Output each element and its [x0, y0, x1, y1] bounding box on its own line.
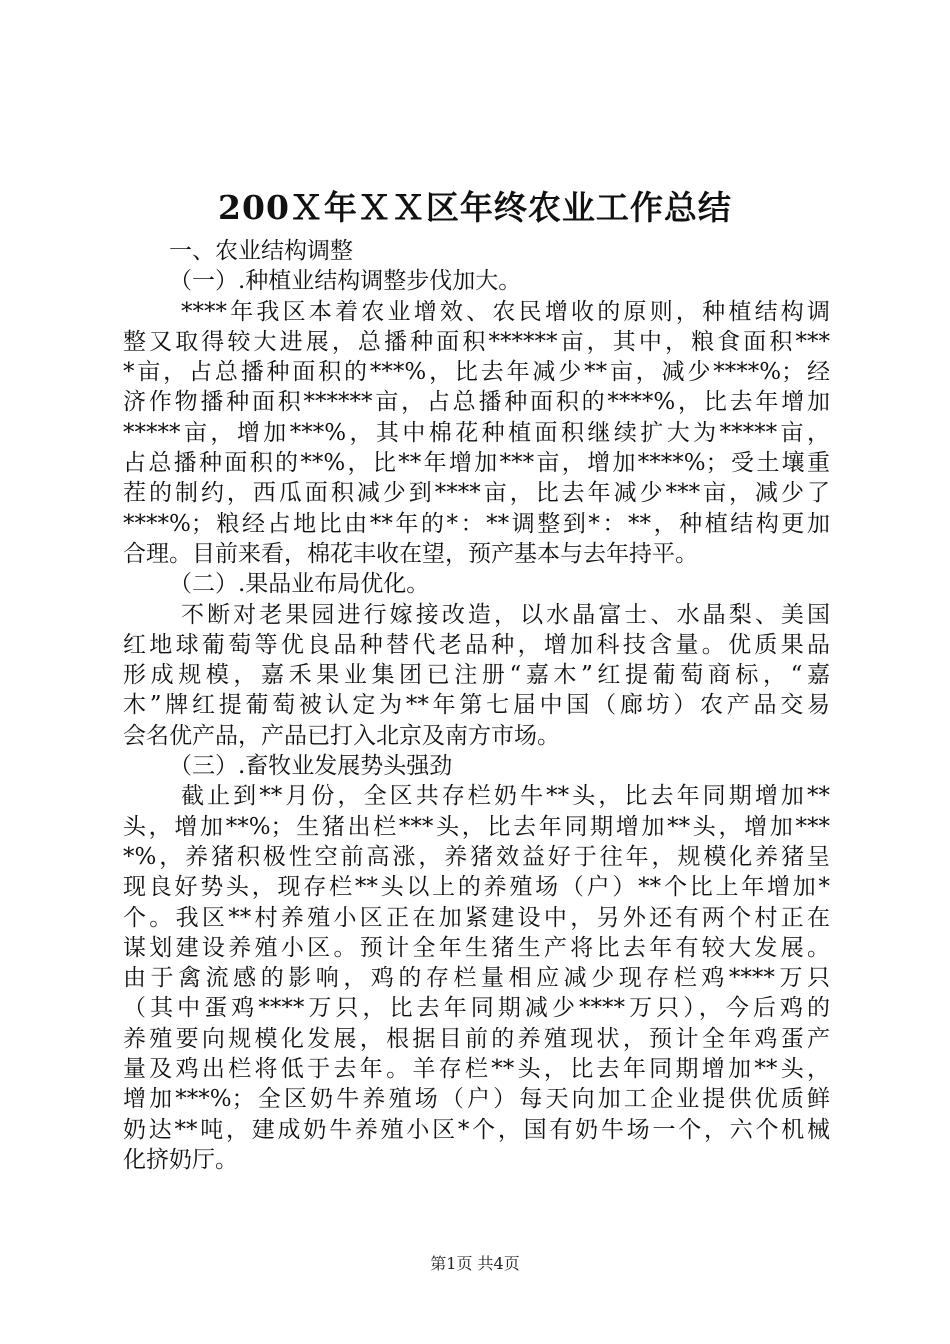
subsection-heading: （三）.畜牧业发展势头强劲: [169, 753, 453, 780]
paragraph-line: 现良好势头，现存栏**头以上的养殖场（户）**个比上年增加*: [123, 874, 830, 901]
section-heading: 一、农业结构调整: [169, 238, 353, 264]
paragraph-line: 不断对老果园进行嫁接改造，以水晶富士、水晶梨、美国: [181, 601, 830, 628]
paragraph-line: ****年我区本着农业增效、农民增收的原则，种植结构调: [181, 298, 830, 325]
subsection-heading: （二）.果品业布局优化。: [169, 571, 430, 598]
paragraph-line: 奶达**吨，建成奶牛养殖小区*个，国有奶牛场一个，六个机械: [123, 1116, 830, 1143]
paragraph-line: 谋划建设养殖小区。预计全年生猪生产将比去年有较大发展。: [123, 934, 830, 961]
document-title: 200Ｘ年ＸＸ区年终农业工作总结: [218, 188, 732, 227]
paragraph-line: 增加***%；全区奶牛养殖场（户）每天向加工企业提供优质鲜: [123, 1086, 830, 1113]
document-body: [123, 236, 830, 1175]
paragraph-line: ****%；粮经占地比由**年的*：**调整到*：**，种植结构更加: [123, 510, 830, 537]
paragraph-line: 养殖要向规模化发展，根据目前的养殖现状，预计全年鸡蛋产: [123, 1025, 830, 1052]
paragraph-line: 化挤奶厅。: [123, 1146, 238, 1173]
paragraph-line: 整又取得较大进展，总播种面积******亩，其中，粮食面积***: [123, 328, 830, 355]
paragraph-line: 由于禽流感的影响，鸡的存栏量相应减少现存栏鸡****万只: [123, 965, 830, 992]
paragraph-line: 头，增加**%；生猪出栏***头，比去年同期增加**头，增加***: [123, 813, 830, 840]
paragraph-line: *%，养猪积极性空前高涨，养猪效益好于往年，规模化养猪呈: [123, 843, 830, 870]
paragraph-line: 量及鸡出栏将低于去年。羊存栏**头，比去年同期增加**头，: [123, 1056, 830, 1083]
paragraph-line: 木”牌红提葡萄被认定为**年第七届中国（廊坊）农产品交易: [123, 692, 830, 719]
paragraph-line: *****亩，增加***%，其中棉花种植面积继续扩大为*****亩，: [123, 419, 830, 446]
page-number-footer: 第1页 共4页: [430, 1254, 520, 1273]
paragraph-line: 形成规模，嘉禾果业集团已注册“嘉木”红提葡萄商标，“嘉: [123, 662, 830, 689]
paragraph-line: *亩，占总播种面积的***%，比去年减少**亩，减少****%；经: [123, 359, 830, 386]
paragraph-line: 截止到**月份，全区共存栏奶牛**头，比去年同期增加**: [181, 783, 830, 810]
paragraph-line: 会名优产品，产品已打入北京及南方市场。: [123, 722, 560, 749]
subsection-heading: （一）.种植业结构调整步伐加大。: [169, 268, 522, 295]
paragraph-line: 个。我区**村养殖小区正在加紧建设中，另外还有两个村正在: [123, 904, 830, 931]
paragraph-line: 占总播种面积的**%，比**年增加***亩，增加****%；受土壤重: [123, 450, 830, 477]
paragraph-line: 济作物播种面积******亩，占总播种面积的****%，比去年增加: [123, 389, 830, 416]
paragraph-line: （其中蛋鸡****万只，比去年同期减少****万只），今后鸡的: [123, 995, 830, 1022]
paragraph-line: 红地球葡萄等优良品种替代老品种，增加科技含量。优质果品: [123, 631, 830, 658]
paragraph-line: 茬的制约，西瓜面积减少到****亩，比去年减少***亩，减少了: [123, 480, 830, 507]
paragraph-line: 合理。目前来看，棉花丰收在望，预产基本与去年持平。: [123, 540, 698, 567]
